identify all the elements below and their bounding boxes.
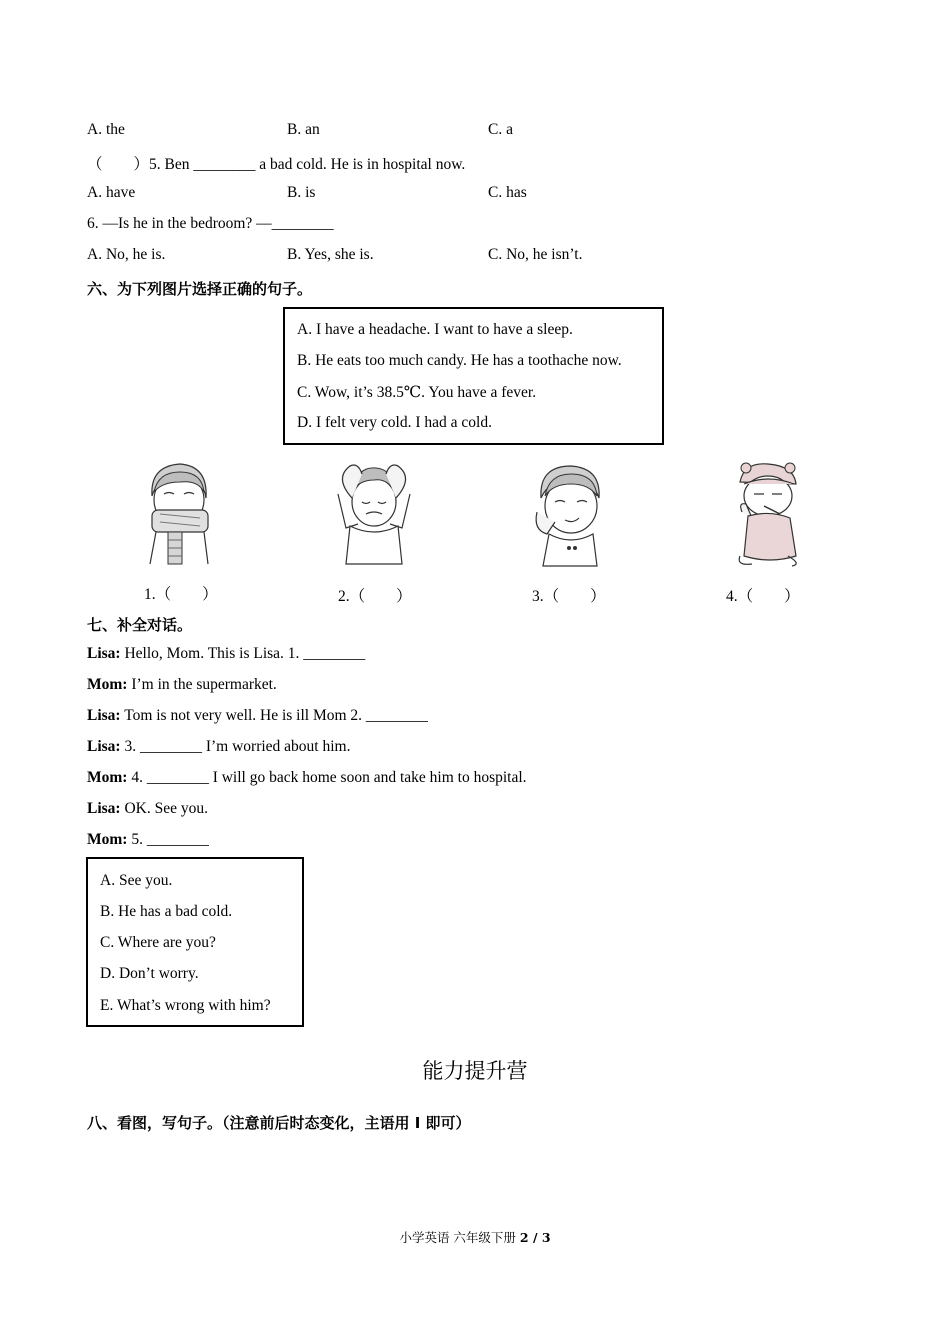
dialogue-line bbox=[87, 676, 277, 694]
picture1-caption: 1.（ ） bbox=[144, 586, 218, 603]
child-with-thermometer-icon bbox=[712, 460, 820, 568]
dialogue-text: 5. ________ bbox=[127, 831, 209, 848]
speaker: Mom: bbox=[87, 769, 128, 786]
dialogue-text: 4. ________ I will go back home soon and take him to hospital. bbox=[127, 769, 527, 786]
ability-title: 能力提升营 bbox=[422, 1059, 528, 1083]
dialogue-line bbox=[87, 645, 365, 663]
section6-choice-c: C. Wow, it’s 38.5℃. You have a fever. bbox=[297, 384, 537, 401]
q4-option-c: C. a bbox=[488, 121, 513, 138]
dialogue-line bbox=[87, 831, 209, 849]
boy-holding-head-icon bbox=[328, 458, 420, 568]
dialogue-text: Hello, Mom. This is Lisa. 1. ________ bbox=[120, 645, 366, 662]
section7-choice-c: C. Where are you? bbox=[100, 934, 216, 951]
q5-option-a: A. have bbox=[87, 184, 136, 201]
q5-option-b: B. is bbox=[287, 184, 316, 201]
dialogue-line bbox=[87, 800, 208, 818]
section7-choices-box bbox=[86, 857, 304, 1027]
picture2-caption: 2.（ ） bbox=[338, 588, 412, 605]
speaker: Mom: bbox=[87, 831, 128, 848]
dialogue-text: I’m in the supermarket. bbox=[127, 676, 277, 693]
section7-choice-b: B. He has a bad cold. bbox=[100, 903, 233, 920]
dialogue-line bbox=[87, 769, 527, 787]
dialogue-line bbox=[87, 738, 350, 756]
speaker: Lisa: bbox=[87, 800, 121, 817]
section7-choice-e: E. What’s wrong with him? bbox=[100, 997, 271, 1014]
dialogue-text: Tom is not very well. He is ill Mom 2. ________ bbox=[120, 707, 428, 724]
section6-choice-a: A. I have a headache. I want to have a sleep. bbox=[297, 321, 573, 338]
boy-holding-cheek-icon bbox=[525, 460, 610, 568]
section6-choice-d: D. I felt very cold. I had a cold. bbox=[297, 414, 492, 431]
dialogue-line bbox=[87, 707, 428, 725]
q4-option-b: B. an bbox=[287, 121, 320, 138]
section6-title: 六、为下列图片选择正确的句子。 bbox=[87, 280, 313, 298]
speaker: Lisa: bbox=[87, 738, 121, 755]
page-footer bbox=[0, 1228, 950, 1246]
speaker: Lisa: bbox=[87, 707, 121, 724]
q6-option-c: C. No, he isn’t. bbox=[488, 246, 583, 263]
boy-with-scarf-icon bbox=[138, 458, 218, 568]
q5-option-c: C. has bbox=[488, 184, 527, 201]
q6-option-a: A. No, he is. bbox=[87, 246, 166, 263]
q5-text: （ ）5. Ben ________ a bad cold. He is in hospital now. bbox=[87, 156, 466, 173]
page-number: 2 / 3 bbox=[519, 1230, 551, 1245]
footer-text: 小学英语 六年级下册 bbox=[399, 1230, 520, 1245]
speaker: Mom: bbox=[87, 676, 128, 693]
picture3-caption: 3.（ ） bbox=[532, 588, 606, 605]
dialogue-text: OK. See you. bbox=[120, 800, 208, 817]
picture4-caption: 4.（ ） bbox=[726, 588, 800, 605]
section6-choices-box bbox=[283, 307, 664, 445]
section6-choice-b: B. He eats too much candy. He has a toothache now. bbox=[297, 352, 622, 369]
speaker: Lisa: bbox=[87, 645, 121, 662]
dialogue-text: 3. ________ I’m worried about him. bbox=[120, 738, 351, 755]
section8-title: 八、看图，写句子。（注意前后时态变化，主语用 I 即可） bbox=[87, 1114, 471, 1132]
q4-option-a: A. the bbox=[87, 121, 125, 138]
section7-choice-a: A. See you. bbox=[100, 872, 173, 889]
q6-text: 6. —Is he in the bedroom? —________ bbox=[87, 215, 334, 232]
section7-title: 七、补全对话。 bbox=[87, 616, 193, 634]
q6-option-b: B. Yes, she is. bbox=[287, 246, 374, 263]
section7-choice-d: D. Don’t worry. bbox=[100, 965, 199, 982]
